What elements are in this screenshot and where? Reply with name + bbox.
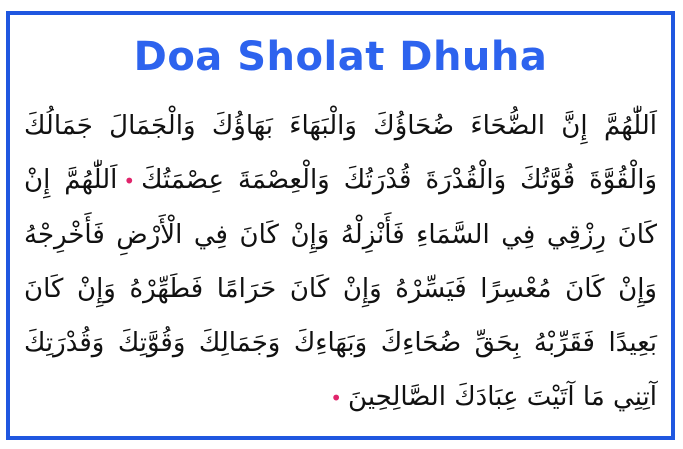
verse-end-marker: • bbox=[330, 386, 343, 410]
prayer-part-1: اَللّٰهُمَّ إِنَّ الضُّحَاءَ ضُحَاؤُكَ وَالْبَهَاءَ بَهَاؤُكَ وَالْجَمَالَ جَمَالُكَ وَالْقُوَّةَ قُوَّتُكَ وَالْقُدْرَةَ قُدْرَتُكَ وَالْعِصْمَةَ عِصْمَتُكَ bbox=[24, 111, 658, 195]
prayer-card bbox=[6, 11, 675, 440]
prayer-part-2: اَللّٰهُمَّ إِنْ كَانَ رِزْقِي فِي السَّمَاءِ فَأَنْزِلْهُ وَإِنْ كَانَ فِي الْأَرْضِ فَأَخْرِجْهُ وَإِنْ كَانَ مُعْسِرًا فَيَسِّرْهُ وَإِنْ كَانَ حَرَامًا فَطَهِّرْهُ وَإِنْ كَانَ بَعِيدًا فَقَرِّبْهُ بِحَقِّ ضُحَاءِكَ وَبَهَاءِكَ وَجَمَالِكَ وَقُوَّتِكَ وَقُدْرَتِكَ آتِنِي مَا آتَيْتَ عِبَادَكَ الصَّالِحِينَ bbox=[24, 165, 657, 412]
prayer-text bbox=[24, 99, 657, 425]
verse-separator-marker: • bbox=[123, 169, 136, 193]
page-title: Doa Sholat Dhuha bbox=[133, 34, 548, 80]
